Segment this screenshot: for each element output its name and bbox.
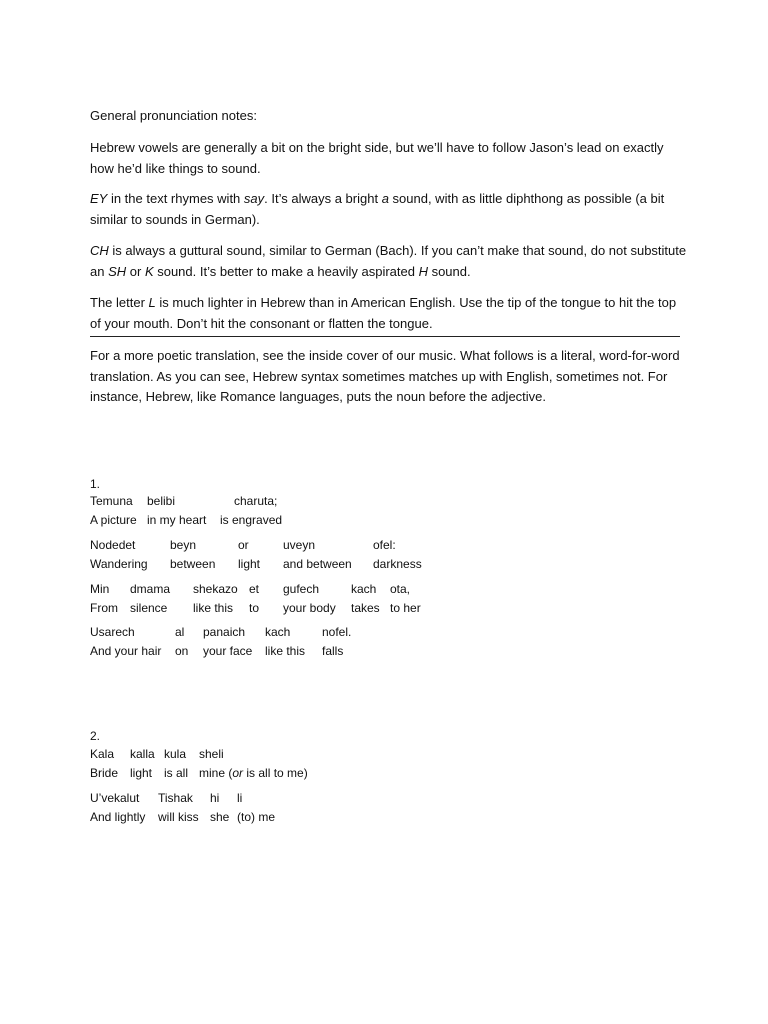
text-segment: The letter	[90, 295, 149, 310]
hebrew-word: Kala	[90, 747, 115, 761]
english-word: on	[175, 643, 189, 658]
hebrew-word: panaich	[203, 625, 246, 639]
english-word: falls	[322, 643, 344, 658]
english-word: From	[90, 600, 118, 615]
english-word: Wandering	[90, 556, 148, 571]
term-ch: CH	[90, 243, 109, 258]
text-segment: . It’s always a bright	[264, 191, 382, 206]
hebrew-word: ota,	[390, 582, 411, 596]
heading: General pronunciation notes:	[90, 108, 257, 123]
english-word: takes	[351, 600, 380, 615]
english-word: darkness	[373, 556, 422, 571]
english-word: Bride	[90, 765, 119, 780]
hebrew-word: shekazo	[193, 582, 238, 596]
english-word: like this	[265, 643, 306, 658]
hebrew-word: U’vekalut	[90, 791, 140, 805]
text-segment: mine (	[199, 765, 233, 780]
term-a: a	[381, 191, 389, 206]
english-word: A picture	[90, 512, 137, 527]
english-word: is engraved	[220, 512, 283, 527]
hebrew-word: or	[238, 538, 249, 552]
english-word: she	[210, 809, 230, 824]
hebrew-word: belibi	[147, 494, 176, 508]
hebrew-word: charuta;	[234, 494, 278, 508]
english-word: your face	[203, 643, 253, 658]
hebrew-word: uveyn	[283, 538, 316, 552]
english-word: And lightly	[90, 809, 146, 824]
english-word: to	[249, 600, 260, 615]
english-word: silence	[130, 600, 168, 615]
term-ey: EY	[90, 191, 108, 206]
horizontal-rule	[90, 336, 680, 337]
hebrew-word: gufech	[283, 582, 320, 596]
term-h: H	[418, 263, 428, 279]
hebrew-word: Tishak	[158, 791, 193, 805]
hebrew-word: beyn	[170, 538, 197, 552]
paragraph-vowels: Hebrew vowels are generally a bit on the bright side, but we’ll have to follow Jason’s lead on exactly how he’d like things to sound.	[90, 140, 664, 176]
text-segment: is much lighter in Hebrew than in American English. Use the tip of the tongue to hit the top of your mouth. Don’t hit the consonant or flatten the tongue.	[90, 295, 677, 331]
paragraph-translation-note: For a more poetic translation, see the inside cover of our music. What follows is a literal, word-for-word translation. As you can see, Hebrew syntax sometimes matches up with English, sometimes not. For instance, Hebrew, like Romance languages, puts the noun before the adjective.	[90, 348, 680, 404]
hebrew-word: Min	[90, 582, 110, 596]
english-word: to her	[390, 600, 421, 615]
hebrew-word: kach	[265, 625, 291, 639]
hebrew-word: nofel.	[322, 625, 352, 639]
hebrew-word: kula	[164, 747, 187, 761]
term-k: K	[144, 263, 154, 279]
english-word: and between	[283, 556, 352, 571]
term-or: or	[232, 765, 244, 780]
hebrew-word: Usarech	[90, 625, 135, 639]
english-word: like this	[193, 600, 234, 615]
term-say: say	[243, 191, 265, 206]
english-word: will kiss	[158, 809, 199, 824]
text-segment: sound.	[427, 263, 471, 279]
english-word: light	[238, 556, 261, 571]
hebrew-word: Nodedet	[90, 538, 136, 552]
hebrew-word: li	[237, 791, 243, 805]
english-word: (to) me	[237, 809, 276, 824]
hebrew-word: et	[249, 582, 260, 596]
text-segment: in the text rhymes with	[107, 191, 244, 206]
hebrew-word: Temuna	[90, 494, 133, 508]
english-word: between	[170, 556, 216, 571]
text-segment: sound. It’s better to make a heavily aspirated	[153, 263, 419, 279]
hebrew-word: sheli	[199, 747, 224, 761]
hebrew-word: kalla	[130, 747, 155, 761]
text-segment: or	[126, 263, 145, 279]
english-word: And your hair	[90, 643, 162, 658]
verse-number: 2.	[90, 729, 101, 743]
verse-number: 1.	[90, 477, 101, 491]
term-sh: SH	[108, 263, 127, 279]
term-l: L	[148, 295, 156, 310]
english-word: is all	[164, 765, 189, 780]
text-segment: is always a guttural sound, similar to German (Bach). If you can’t make that sound, do not substitute an	[90, 243, 687, 279]
hebrew-word: al	[175, 625, 185, 639]
hebrew-word: dmama	[130, 582, 171, 596]
text-segment: sound, with as little diphthong as possible (a bit similar to sounds in German).	[90, 191, 665, 227]
paragraph-ch	[90, 241, 690, 282]
hebrew-word: hi	[210, 791, 220, 805]
english-word: in my heart	[147, 512, 207, 527]
paragraph-ey	[90, 189, 690, 230]
english-word	[199, 764, 308, 783]
hebrew-word: kach	[351, 582, 377, 596]
english-word: light	[130, 765, 153, 780]
text-segment: is all to me)	[243, 765, 308, 780]
english-word: your body	[283, 600, 336, 615]
paragraph-l	[90, 293, 690, 334]
hebrew-word: ofel:	[373, 538, 396, 552]
